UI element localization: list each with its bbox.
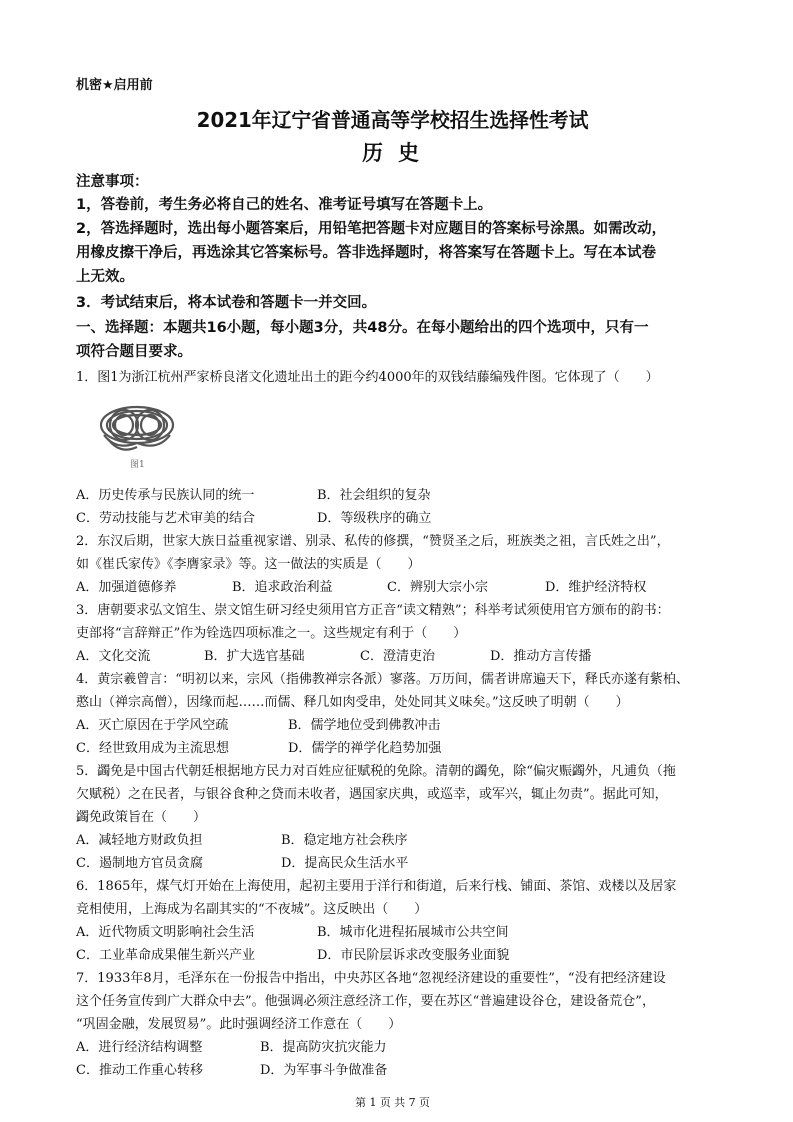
option-d: D．儒学的禅学化趋势加强 [288, 741, 442, 756]
notice-item: 2，答选择题时，选出每小题答案后，用铅笔把答题卡对应题目的答案标号涂黑。如需改动， [76, 221, 667, 237]
option-a: A．历史传承与民族认同的统一 [76, 488, 255, 503]
option-c: C．经世致用成为主流思想 [76, 741, 229, 756]
section-heading: 一、选择题：本题共16小题，每小题3分，共48分。在每小题给出的四个选项中，只有一 [76, 320, 649, 336]
question-stem: 2．东汉后期，世家大族日益重视家谱、别录、私传的修撰，“赞贤圣之后，班族类之祖，言氏姓之出”， [76, 534, 670, 549]
option-b: B．社会组织的复杂 [317, 488, 431, 503]
option-a: A．近代物质文明影响社会生活 [76, 925, 255, 940]
option-b: B．追求政治利益 [232, 580, 333, 595]
question-stem: 7．1933年8月，毛泽东在一份报告中指出，中央苏区各地“忽视经济建设的重要性”，“没有把经济建设 [76, 971, 666, 986]
option-d: D．维护经济特权 [545, 580, 647, 595]
option-b: B．城市化进程拓展城市公共空间 [317, 925, 509, 940]
question-stem: 竞相使用，上海成为名副其实的“不夜城”。这反映出（ ） [76, 902, 428, 917]
subject-title: 历 史 [362, 141, 423, 165]
option-c: C．遏制地方官员贪腐 [76, 856, 203, 871]
notice-item: 3．考试结束后，将本试卷和答题卡一并交回。 [76, 295, 377, 311]
question-stem: “巩固金融，发展贸易”。此时强调经济工作意在（ ） [76, 1017, 402, 1032]
question-stem: 吏部将“言辞辩正”作为铨选四项标准之一。这些规定有利于（ ） [76, 626, 467, 641]
notice-item: 1，答卷前，考生务必将自己的姓名、准考证号填写在答题卡上。 [76, 197, 493, 213]
option-c: C．工业革命成果催生新兴产业 [76, 948, 255, 963]
question-stem: 这个任务宣传到广大群众中去”。他强调必须注意经济工作，要在苏区“普遍建设谷仓，建设备荒仓”， [76, 994, 655, 1009]
question-stem: 3．唐朝要求弘文馆生、崇文馆生研习经史须用官方正音“读文精熟”；科举考试须使用官方颁布的韵书： [76, 603, 670, 618]
question-stem: 蠲免政策旨在（ ） [76, 810, 207, 825]
page-footer: 第 1 页 共 7 页 [355, 1096, 430, 1109]
notice-heading: 注意事项： [76, 174, 149, 190]
figure-caption: 图1 [130, 460, 145, 470]
option-d: D．提高民众生活水平 [281, 856, 409, 871]
option-b: B．扩大选官基础 [204, 649, 305, 664]
question-stem: 如《崔氏家传》《李膺家录》等。这一做法的实质是（ ） [76, 557, 421, 572]
option-d: D．等级秩序的确立 [317, 511, 432, 526]
option-a: A．加强道德修养 [76, 580, 177, 595]
exam-title: 2021年辽宁省普通高等学校招生选择性考试 [196, 108, 589, 132]
option-a: A．减轻地方财政负担 [76, 833, 203, 848]
question-stem: 憨山（禅宗高僧），因缘而起……而儒、释几如肉受串，处处同其义味矣。”这反映了明朝（ ） [76, 695, 629, 710]
option-a: A．文化交流 [76, 649, 151, 664]
option-c: C．辨别大宗小宗 [387, 580, 488, 595]
option-a: A．灭亡原因在于学风空疏 [76, 718, 229, 733]
section-heading: 项符合题目要求。 [76, 344, 192, 360]
option-b: B．稳定地方社会秩序 [281, 833, 408, 848]
option-c: C．劳动技能与艺术审美的结合 [76, 511, 255, 526]
question-stem: 6．1865年，煤气灯开始在上海使用，起初主要用于洋行和街道，后来行栈、铺面、茶馆、戏楼以及居家 [76, 879, 677, 894]
knot-figure [96, 393, 178, 473]
notice-item: 用橡皮擦干净后，再选涂其它答案标号。答非选择题时，将答案写在答题卡上。写在本试卷 [76, 245, 656, 261]
option-c: C．推动工作重心转移 [76, 1063, 203, 1078]
option-a: A．进行经济结构调整 [76, 1040, 203, 1055]
option-d: D．为军事斗争做准备 [260, 1063, 388, 1078]
question-stem: 欠赋税）之在民者，与银谷食种之贷而未收者，遇国家庆典，或巡幸，或军兴，辄止勿责”。据此可知， [76, 787, 668, 802]
option-c: C．澄清吏治 [360, 649, 435, 664]
option-b: B．提高防灾抗灾能力 [260, 1040, 387, 1055]
question-stem: 5．蠲免是中国古代朝廷根据地方民力对百姓应征赋税的免除。清朝的蠲免，除“偏灾赈蠲外，凡逋负（拖 [76, 764, 676, 779]
secret-label: 机密★启用前 [76, 78, 153, 93]
question-stem: 4．黄宗羲曾言：“明初以来，宗风（指佛教禅宗各派）寥落。万历间，儒者讲席遍天下，释氏亦遂有紫柏、 [76, 672, 689, 687]
notice-item: 上无效。 [76, 269, 134, 285]
option-d: D．推动方言传播 [490, 649, 592, 664]
option-b: B．儒学地位受到佛教冲击 [288, 718, 441, 733]
option-d: D．市民阶层诉求改变服务业面貌 [317, 948, 510, 963]
question-stem: 1．图1为浙江杭州严家桥良渚文化遗址出土的距今约4000年的双钱结藤编残件图。它体现了（ ） [76, 370, 659, 385]
